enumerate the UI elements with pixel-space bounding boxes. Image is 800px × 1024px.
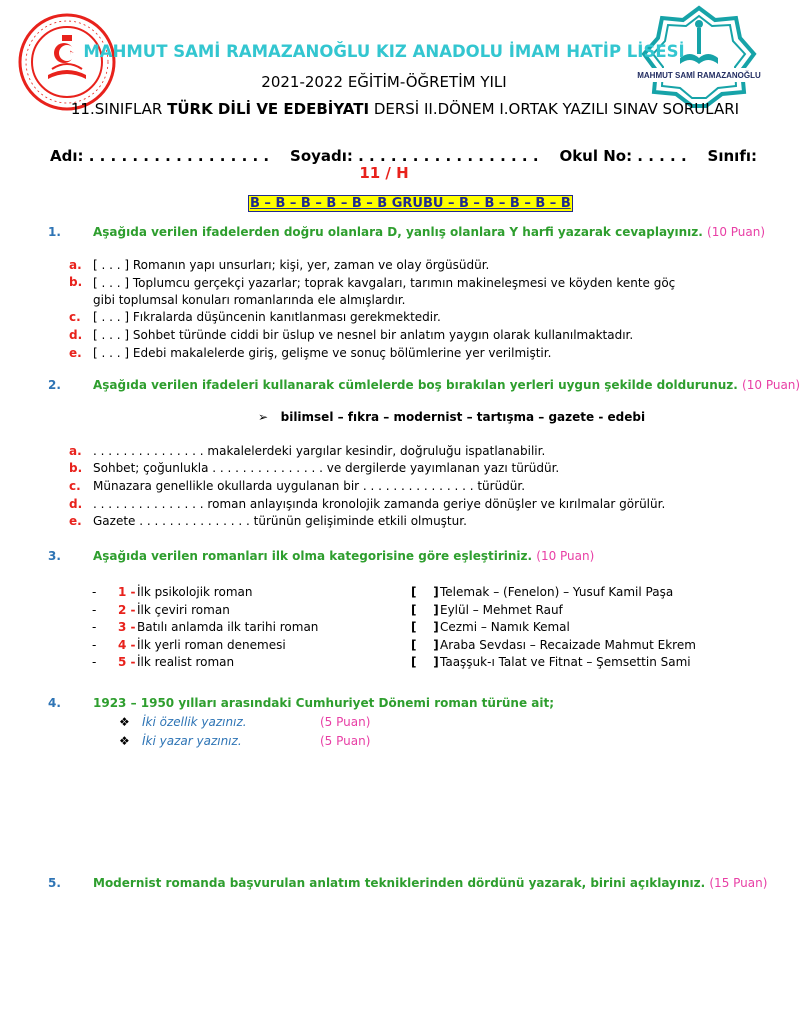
q3-text [93,549,594,563]
q2-number: 2. [48,378,61,392]
q2-points: (10 Puan) [742,378,800,392]
q3-num-1: 1 - [118,585,136,599]
school-logo-text: MAHMUT SAMİ RAMAZANOĞLU [637,71,761,80]
q2-letter-d: d. [69,497,83,511]
q1-letter-b: b. [69,275,83,289]
q2-item-c: Münazara genellikle okullarda uygulanan bir . . . . . . . . . . . . . . . türüdür. [93,479,526,493]
q5-points: (15 Puan) [709,876,768,890]
group-banner: B – B – B – B – B – B GRUBU – B – B – B – B – B [250,196,571,211]
q1-item-e: [ . . . ] Edebi makalelerde giriş, gelişme ve sonuç bölümlerine yer verilmiştir. [93,346,552,360]
exam-title [60,100,750,119]
bullet-icon: ❖ [119,715,130,729]
q3-num-3: 3 - [118,620,136,634]
q4-sub-1: İki özellik yazınız. [142,715,247,729]
arrow-icon: ➢ [258,410,269,424]
q3-num-2: 2 - [118,603,136,617]
q1-letter-e: e. [69,346,82,360]
q4-question: 1923 – 1950 yılları arasındaki Cumhuriyet Dönemi roman türüne ait; [93,696,555,710]
q3-dash-3: - [92,620,97,634]
q5-text [93,876,767,890]
q5-question: Modernist romanda başvurulan anlatım tekniklerinden dördünü yazarak, birini açıklayınız. [93,876,706,890]
q2-question: Aşağıda verilen ifadeleri kullanarak cümlelerde boş bırakılan yerleri uygun şekilde doldurunuz. [93,378,738,392]
q2-item-d: . . . . . . . . . . . . . . . roman anlayışında kronolojik zamanda geriye dönüşler ve kırılmalar görülür. [93,497,666,511]
q4-sub-1-points: (5 Puan) [320,715,371,729]
q1-letter-c: c. [69,310,81,324]
q3-bracket-4: [ ] [411,638,439,652]
q1-letter-a: a. [69,258,82,272]
exam-suffix: DERSİ II.DÖNEM I.ORTAK YAZILI SINAV SORULARI [369,100,740,118]
q3-num-4: 4 - [118,638,136,652]
q1-item-a: [ . . . ] Romanın yapı unsurları; kişi, yer, zaman ve olay örgüsüdür. [93,258,490,272]
q3-points: (10 Puan) [536,549,595,563]
q3-dash-1: - [92,585,97,599]
q3-dash-2: - [92,603,97,617]
ministry-seal-logo [18,13,116,111]
q2-text [93,378,800,392]
class-label: 11 / H [359,164,409,182]
q3-left-4: İlk yerli roman denemesi [137,638,286,652]
q1-item-d: [ . . . ] Sohbet türünde ciddi bir üslup ve nesnel bir anlatım yaygın olarak kullanılmaktadır. [93,328,634,342]
q1-question: Aşağıda verilen ifadelerden doğru olanlara D, yanlış olanlara Y harfi yazarak cevaplayınız. [93,225,703,239]
q3-bracket-1: [ ] [411,585,439,599]
q1-item-b: [ . . . ] Toplumcu gerçekçi yazarlar; toprak kavgaları, tarımın makineleşmesi ve köyden kente göç gibi toplumsal konuları romanlarında ele almışlardır. [93,276,676,307]
q3-number: 3. [48,549,61,563]
q2-item-e: Gazete . . . . . . . . . . . . . . . türünün gelişiminde etkili olmuştur. [93,514,467,528]
q1-item-c: [ . . . ] Fıkralarda düşüncenin kanıtlanması gerekmektedir. [93,310,441,324]
word-bank-text: bilimsel – fıkra – modernist – tartışma – gazete - edebi [280,410,646,424]
q2-item-b: Sohbet; çoğunlukla . . . . . . . . . . . . . . . ve dergilerde yayımlanan yazı türüdür. [93,461,560,475]
q3-left-2: İlk çeviri roman [137,603,230,617]
academic-year: 2021-2022 EĞİTİM-ÖĞRETİM YILI [261,73,507,91]
q3-bracket-3: [ ] [411,620,439,634]
q2-letter-a: a. [69,444,82,458]
q4-sub-2: İki yazar yazınız. [142,734,242,748]
q1-number: 1. [48,225,61,239]
q1-points: (10 Puan) [707,225,766,239]
q1-text [93,225,765,239]
q3-bracket-2: [ ] [411,603,439,617]
q3-right-2: Eylül – Mehmet Rauf [440,603,563,617]
q2-letter-b: b. [69,461,83,475]
q3-question: Aşağıda verilen romanları ilk olma kategorisine göre eşleştiriniz. [93,549,533,563]
q5-number: 5. [48,876,61,890]
q3-right-1: Telemak – (Fenelon) – Yusuf Kamil Paşa [440,585,674,599]
q3-dash-4: - [92,638,97,652]
exam-subject: TÜRK DİLİ VE EDEBİYATI [167,100,370,118]
q3-right-5: Taaşşuk-ı Talat ve Fitnat – Şemsettin Sami [440,655,691,669]
q2-letter-c: c. [69,479,81,493]
school-name: MAHMUT SAMİ RAMAZANOĞLU KIZ ANADOLU İMAM HATİP LİSESİ [83,42,685,61]
q3-dash-5: - [92,655,97,669]
q1-letter-d: d. [69,328,83,342]
bullet-icon: ❖ [119,734,130,748]
q3-left-1: İlk psikolojik roman [137,585,253,599]
q3-num-5: 5 - [118,655,136,669]
q4-sub-2-points: (5 Puan) [320,734,371,748]
q2-item-a: . . . . . . . . . . . . . . . makalelerdeki yargılar kesindir, doğruluğu ispatlanabilir. [93,444,546,458]
q3-right-3: Cezmi – Namık Kemal [440,620,570,634]
q3-left-5: İlk realist roman [137,655,235,669]
q3-right-4: Araba Sevdası – Recaizade Mahmut Ekrem [440,638,696,652]
word-bank [258,410,645,424]
exam-prefix: 11.SINIFLAR [70,100,168,118]
q2-letter-e: e. [69,514,82,528]
q3-left-3: Batılı anlamda ilk tarihi roman [137,620,319,634]
student-info-line: Adı: . . . . . . . . . . . . . . . . . Soyadı: . . . . . . . . . . . . . . . . . Okul No: . . . . . Sınıfı: [50,147,757,165]
q3-bracket-5: [ ] [411,655,439,669]
q4-number: 4. [48,696,61,710]
